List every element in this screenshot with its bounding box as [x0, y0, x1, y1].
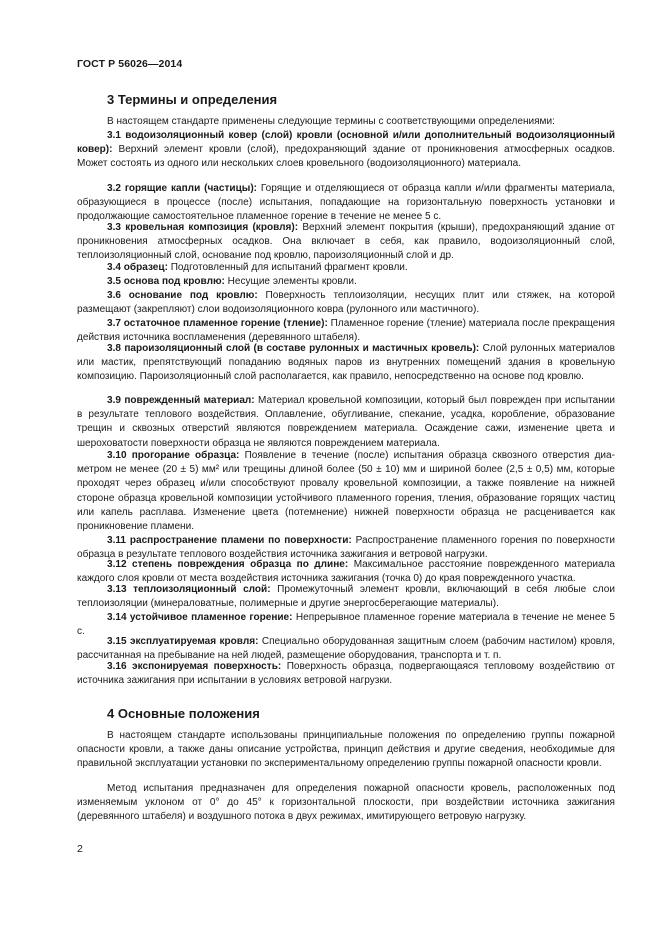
- term-definition: Пламенное горение (тление) материала после прекращения действия источника воспламенения (деревянного штабеля).: [77, 318, 615, 344]
- term-name: 3.6 основание под кровлю:: [107, 290, 258, 301]
- term-name: 3.3 кровельная композиция (кровля):: [107, 222, 299, 233]
- term-definition: Промежуточный элемент кровли, включающий в себя любые слои теплоизоляции (минераловатные, полимерные и другие энергосберегающие материалы).: [77, 584, 615, 610]
- term-name: 3.13 теплоизоляционный слой:: [107, 584, 271, 595]
- term-name: 3.11 распространение пламени по поверхности:: [107, 535, 352, 546]
- term-name: 3.4 образец:: [107, 262, 168, 273]
- term-definition: Материал кровельной композиции, который был поврежден при испытании в результате теплового воздействия. Оплавление, обугливание, спекание, усадка, коробление, образование трещин и сквозных отверстий являются повреждением материала. Осаждение сажи, изменение цвета и шероховатости поверхности образца не являются повреждением материала.: [77, 395, 615, 449]
- term-3-13: [77, 583, 615, 611]
- term-definition: Верхний элемент покрытия (крыши), предохраняющий здание от проникновения атмосферных осадков. Она включает в себя, как правило, водоизоляционный слой, теплоизоляционный слой, основание под кровлю, пароизоляционный слой и др.: [77, 222, 615, 262]
- section-3-title: 3 Термины и определения: [107, 92, 278, 107]
- term-definition: Непрерывное пламенное горение материала в течение не менее 5 с.: [77, 612, 615, 638]
- term-3-10: [77, 449, 615, 534]
- term-definition: Появление в течение (после) испытания образца сквозного отверстия диаметром не менее (20 ± 5) мм² или трещины длиной более (50 ± 10) мм и шириной более (2,5 ± 0,5) мм, которые проходят через образец и/или способствуют провалу кровельной композиции, а также появление на нижней стороне образца кровельной композиции устойчивого пламенного горения, тления, образование горящих частиц или капель расплава. Изменение цвета (потемнение) нижней поверхности образца не расценивается как проникновение пламени.: [77, 450, 615, 533]
- term-definition: Максимальное расстояние поврежденного материала каждого слоя кровли от места воздействия источника зажигания (точка 0) до края поврежденного участка.: [77, 559, 615, 585]
- term-3-16: [77, 660, 615, 688]
- term-3-4: [77, 261, 615, 275]
- term-definition: Поверхность образца, подвергающаяся тепловому воздействию от источника зажигания при испытании в условиях ветровой нагрузки.: [77, 661, 615, 687]
- term-definition: Подготовленный для испытаний фрагмент кровли.: [167, 262, 408, 273]
- term-3-3: [77, 221, 615, 264]
- section-3-intro: В настоящем стандарте применены следующие термины с соответствующими определениями:: [107, 116, 555, 127]
- term-name: 3.7 остаточное пламенное горение (тление):: [107, 318, 328, 329]
- term-definition: Поверхность теплоизоляции, несущих плит или стяжек, на которой размещают (закрепляют) слои водоизоляционного ковра (рулонного или мастичного).: [77, 290, 615, 316]
- section-4-paragraph-2: Метод испытания предназначен для определения пожарной опасности кровель, расположенных под изменяемым уклоном от 0° до 45° к горизонтальной плоскости, при воздействии источника зажигания (деревянного штабеля) и воздушного потока в двух режимах, имитирующего ветровую нагрузку.: [77, 783, 615, 823]
- term-definition: Распространение пламенного горения по поверхности образца в результате теплового воздействия источника зажигания и ветровой нагрузки.: [77, 535, 615, 561]
- section-4-title: 4 Основные положения: [107, 706, 260, 721]
- term-3-5: [77, 275, 615, 289]
- term-name: 3.14 устойчивое пламенное горение:: [107, 612, 293, 623]
- term-name: 3.2 горящие капли (частицы):: [107, 183, 258, 194]
- term-definition: Слой рулонных материалов или мастик, препятствующий попаданию водяных паров из внутренних помещений здания в кровельную композицию. Пароизоляционный слой располагается, как правило, непосредственно на основе под кровлю.: [77, 343, 615, 383]
- term-name: 3.8 пароизоляционный слой (в составе рулонных и мастичных кровель):: [107, 343, 480, 354]
- section-4-paragraph-1: В настоящем стандарте использованы принципиальные положения по определению группы пожарной опасности кровли, а также даны описание устройства, принцип действия и другие сведения, необходимые для правильной эксплуатации установки по экспериментальному определению группы пожарной опасности кровли.: [77, 730, 615, 770]
- term-3-9: [77, 394, 615, 451]
- term-name: 3.9 поврежденный материал:: [107, 395, 255, 406]
- term-3-2: [77, 182, 615, 225]
- term-definition: Верхний элемент кровли (слой), предохраняющий здание от проникновения атмосферных осадков. Может состоять из одного или нескольких слоев кровельного (водоизоляционного) материала.: [77, 144, 615, 170]
- term-3-8: [77, 342, 615, 385]
- term-3-6: [77, 289, 615, 317]
- page-number: 2: [77, 843, 83, 855]
- term-name: 3.5 основа под кровлю:: [107, 276, 225, 287]
- document-header: ГОСТ Р 56026—2014: [77, 58, 183, 70]
- term-name: 3.15 эксплуатируемая кровля:: [107, 636, 259, 647]
- term-name: 3.1 водоизоляционный ковер (слой) кровли (основной и/или дополнительный водоизоляционный ковер):: [77, 130, 615, 156]
- term-name: 3.12 степень повреждения образца по длине:: [107, 559, 349, 570]
- term-definition: Специально оборудованная защитным слоем (рабочим настилом) кровля, рассчитанная на пребывание на ней людей, размещение оборудования, транспорта и т. п.: [77, 636, 615, 662]
- term-name: 3.16 экспонируемая поверхность:: [107, 661, 282, 672]
- term-definition: Горящие и отделяющиеся от образца капли и/или фрагменты материала, образующиеся в процессе (после) испытания, попадающие на горизонтальную поверхность установки и продолжающие самостоятельное пламенное горение в течение не менее 5 с.: [77, 183, 615, 223]
- term-name: 3.10 прогорание образца:: [107, 450, 240, 461]
- term-definition: Несущие элементы кровли.: [224, 276, 357, 287]
- term-3-1: [77, 129, 615, 172]
